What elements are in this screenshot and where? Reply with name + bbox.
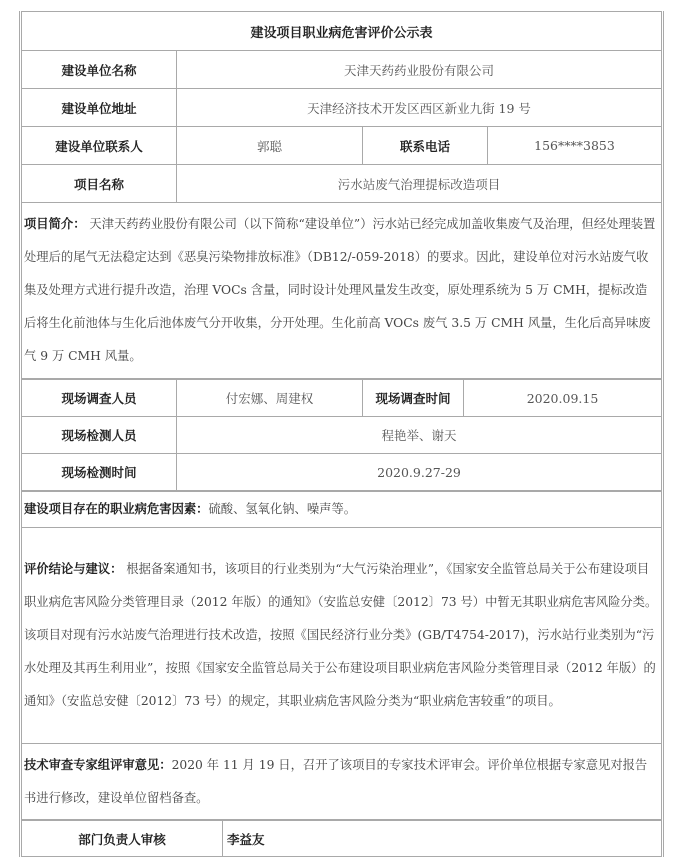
conclusion-section <box>21 528 663 744</box>
hazards-label: 建设项目存在的职业病危害因素： <box>24 502 209 516</box>
hazards-section <box>21 492 663 528</box>
contact-phone-label: 联系电话 <box>363 127 488 165</box>
header-table <box>19 11 664 379</box>
project-intro-text: 天津天药药业股份有限公司（以下简称“建设单位”）污水站已经完成加盖收集废气及治理，但经处理装置处理后的尾气无法稳定达到《恶臭污染物排放标准》（DB12/-059-2018）的要求。因此，建设单位对污水站废气收集及处理方式进行提升改造，治理 VOCs 含量，同时设计处理风量发生改变，原处理系统为 5 万 CMH，提标改造后将生化前池体与生化后池体废气分开收集，分开处理。生化前高 VOCs 废气 3.5 万 CMH 风量，生化后高异味废气 9 万 CMH 风量。 <box>24 217 656 363</box>
expert-opinion-section <box>21 744 663 820</box>
department-review-label: 部门负责人审核 <box>21 821 223 857</box>
unit-address-label: 建设单位地址 <box>21 89 177 127</box>
contact-person-label: 建设单位联系人 <box>21 127 177 165</box>
contact-phone-value: 156****3853 <box>488 127 663 165</box>
survey-table <box>19 379 664 491</box>
detect-staff-label: 现场检测人员 <box>21 417 177 454</box>
project-intro <box>21 203 663 379</box>
project-name-label: 项目名称 <box>21 165 177 203</box>
form-title: 建设项目职业病危害评价公示表 <box>21 12 663 51</box>
detect-time-label: 现场检测时间 <box>21 454 177 491</box>
survey-staff-label: 现场调查人员 <box>21 380 177 417</box>
survey-time-label: 现场调查时间 <box>363 380 464 417</box>
review-table <box>19 820 664 857</box>
unit-address-value: 天津经济技术开发区西区新业九街 19 号 <box>177 89 663 127</box>
department-review-value: 李益友 <box>223 821 663 857</box>
project-name-value: 污水站废气治理提标改造项目 <box>177 165 663 203</box>
detect-time-value: 2020.9.27-29 <box>177 454 663 491</box>
unit-name-label: 建设单位名称 <box>21 51 177 89</box>
survey-staff-value: 付宏娜、周建权 <box>177 380 363 417</box>
contact-person-value: 郭聪 <box>177 127 363 165</box>
evaluation-table <box>19 491 664 820</box>
project-intro-label: 项目简介： <box>24 217 86 231</box>
expert-opinion-label: 技术审查专家组评审意见： <box>24 757 172 772</box>
conclusion-label: 评价结论与建议： <box>24 562 123 576</box>
hazards-text: 硫酸、氢氧化钠、噪声等。 <box>208 502 357 516</box>
conclusion-text: 根据备案通知书，该项目的行业类别为“大气污染治理业”，《国家安全监管总局关于公布建设项目职业病危害风险分类管理目录（2012 年版）的通知》（安监总安健〔2012〕73 号）中暂无其职业病危害风险分类。该项目对现有污水站废气治理进行技术改造，按照《国民经济行业分类》(GB/T4754-2017)，污水站行业类别为“污水处理及其再生利用业”，按照《国家安全监管总局关于公布建设项目职业病危害风险分类管理目录（2012 年版）的通知》（安监总安健〔2012〕73 号）的规定，其职业病危害风险分类为“职业病危害较重”的项目。 <box>24 562 658 708</box>
expert-opinion-text: 2020 年 11 月 19 日，召开了该项目的专家技术评审会。评价单位根据专家意见对报告书进行修改，建设单位留档备查。 <box>24 757 648 805</box>
unit-name-value: 天津天药药业股份有限公司 <box>177 51 663 89</box>
disclosure-form <box>19 11 664 857</box>
detect-staff-value: 程艳举、谢天 <box>177 417 663 454</box>
survey-time-value: 2020.09.15 <box>464 380 663 417</box>
